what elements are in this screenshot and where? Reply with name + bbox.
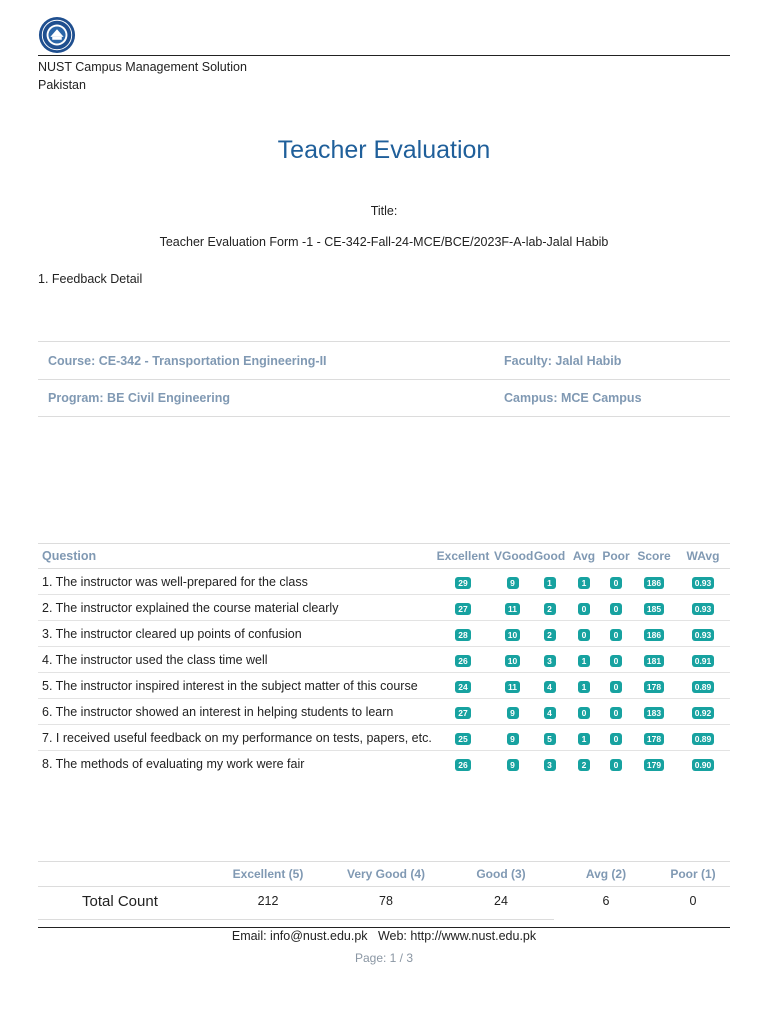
form-title-value: Teacher Evaluation Form -1 - CE-342-Fall-24-MCE/BCE/2023F-A-lab-Jalal Habib bbox=[159, 235, 609, 249]
totals-table-header bbox=[38, 861, 730, 887]
header-good-3: Good (3) bbox=[476, 867, 526, 881]
totals-divider bbox=[38, 919, 554, 920]
table-row bbox=[38, 887, 730, 915]
wavg-badge: 0.93 bbox=[692, 603, 715, 615]
header-divider bbox=[38, 55, 730, 56]
faculty-field: Faculty: Jalal Habib bbox=[504, 353, 622, 368]
table-row bbox=[38, 673, 730, 699]
excellent-count-badge: 27 bbox=[455, 603, 470, 615]
question-text: 5. The instructor inspired interest in the subject matter of this course bbox=[42, 679, 418, 693]
header-excellent: Excellent bbox=[436, 549, 490, 563]
wavg-badge: 0.93 bbox=[692, 629, 715, 641]
header-very-good-4: Very Good (4) bbox=[346, 867, 426, 881]
header-avg-2: Avg (2) bbox=[585, 867, 627, 881]
course-info-table bbox=[38, 341, 730, 417]
vgood-count-badge: 9 bbox=[507, 707, 519, 719]
table-row bbox=[38, 569, 730, 595]
poor-count-badge: 0 bbox=[610, 603, 622, 615]
nust-seal-icon bbox=[38, 16, 76, 54]
good-count-badge: 1 bbox=[544, 577, 556, 589]
question-text: 2. The instructor explained the course material clearly bbox=[42, 601, 339, 615]
header-good: Good bbox=[533, 549, 566, 563]
vgood-count-badge: 10 bbox=[505, 629, 520, 641]
total-excellent: 212 bbox=[257, 894, 279, 908]
vgood-count-badge: 11 bbox=[505, 681, 520, 693]
poor-count-badge: 0 bbox=[610, 629, 622, 641]
good-count-badge: 4 bbox=[544, 681, 556, 693]
totals-table bbox=[38, 861, 730, 915]
poor-count-badge: 0 bbox=[610, 707, 622, 719]
question-text: 3. The instructor cleared up points of confusion bbox=[42, 627, 302, 641]
excellent-count-badge: 26 bbox=[455, 759, 470, 771]
good-count-badge: 2 bbox=[544, 603, 556, 615]
organization-block bbox=[38, 58, 247, 94]
table-row bbox=[38, 699, 730, 725]
poor-count-badge: 0 bbox=[610, 655, 622, 667]
good-count-badge: 5 bbox=[544, 733, 556, 745]
header-poor-1: Poor (1) bbox=[670, 867, 716, 881]
question-text: 4. The instructor used the class time well bbox=[42, 653, 268, 667]
wavg-badge: 0.93 bbox=[692, 577, 715, 589]
evaluation-table-header bbox=[38, 543, 730, 569]
score-badge: 179 bbox=[644, 759, 664, 771]
table-row bbox=[38, 621, 730, 647]
poor-count-badge: 0 bbox=[610, 681, 622, 693]
question-text: 7. I received useful feedback on my performance on tests, papers, etc. bbox=[42, 731, 432, 745]
header-score: Score bbox=[637, 549, 671, 563]
total-very-good: 78 bbox=[379, 894, 393, 908]
page-title: Teacher Evaluation bbox=[277, 136, 491, 164]
excellent-count-badge: 27 bbox=[455, 707, 470, 719]
vgood-count-badge: 11 bbox=[505, 603, 520, 615]
vgood-count-badge: 10 bbox=[505, 655, 520, 667]
table-row bbox=[38, 725, 730, 751]
avg-count-badge: 1 bbox=[578, 681, 590, 693]
good-count-badge: 2 bbox=[544, 629, 556, 641]
score-badge: 185 bbox=[644, 603, 664, 615]
excellent-count-badge: 26 bbox=[455, 655, 470, 667]
header-wavg: WAvg bbox=[686, 549, 720, 563]
avg-count-badge: 1 bbox=[578, 577, 590, 589]
footer-contact: Email: info@nust.edu.pk Web: http://www.nust.edu.pk bbox=[231, 929, 537, 943]
header-question: Question bbox=[42, 549, 97, 563]
section-heading: 1. Feedback Detail bbox=[38, 272, 143, 286]
vgood-count-badge: 9 bbox=[507, 759, 519, 771]
poor-count-badge: 0 bbox=[610, 759, 622, 771]
excellent-count-badge: 28 bbox=[455, 629, 470, 641]
poor-count-badge: 0 bbox=[610, 733, 622, 745]
footer-divider bbox=[38, 927, 730, 928]
wavg-badge: 0.92 bbox=[692, 707, 715, 719]
score-badge: 178 bbox=[644, 733, 664, 745]
table-row bbox=[38, 647, 730, 673]
score-badge: 186 bbox=[644, 629, 664, 641]
avg-count-badge: 0 bbox=[578, 603, 590, 615]
total-poor: 0 bbox=[689, 894, 697, 908]
form-title-label: Title: bbox=[370, 204, 398, 218]
header-avg: Avg bbox=[572, 549, 596, 563]
evaluation-table bbox=[38, 543, 730, 777]
score-badge: 178 bbox=[644, 681, 664, 693]
info-row bbox=[38, 379, 730, 417]
wavg-badge: 0.89 bbox=[692, 681, 715, 693]
total-good: 24 bbox=[494, 894, 508, 908]
wavg-badge: 0.91 bbox=[692, 655, 715, 667]
header-excellent-5: Excellent (5) bbox=[232, 867, 304, 881]
avg-count-badge: 2 bbox=[578, 759, 590, 771]
excellent-count-badge: 25 bbox=[455, 733, 470, 745]
wavg-badge: 0.90 bbox=[692, 759, 715, 771]
vgood-count-badge: 9 bbox=[507, 733, 519, 745]
excellent-count-badge: 24 bbox=[455, 681, 470, 693]
question-text: 8. The methods of evaluating my work were fair bbox=[42, 757, 305, 771]
poor-count-badge: 0 bbox=[610, 577, 622, 589]
score-badge: 186 bbox=[644, 577, 664, 589]
org-name: NUST Campus Management Solution bbox=[38, 60, 247, 74]
header-vgood: VGood bbox=[494, 549, 534, 563]
org-country: Pakistan bbox=[38, 78, 86, 92]
question-text: 6. The instructor showed an interest in helping students to learn bbox=[42, 705, 394, 719]
score-badge: 183 bbox=[644, 707, 664, 719]
campus-field: Campus: MCE Campus bbox=[504, 391, 642, 405]
table-row bbox=[38, 751, 730, 777]
avg-count-badge: 0 bbox=[578, 629, 590, 641]
good-count-badge: 3 bbox=[544, 655, 556, 667]
info-row bbox=[38, 341, 730, 379]
vgood-count-badge: 9 bbox=[507, 577, 519, 589]
total-avg: 6 bbox=[602, 894, 610, 908]
course-field: Course: CE-342 - Transportation Engineering-II bbox=[48, 353, 327, 368]
avg-count-badge: 1 bbox=[578, 655, 590, 667]
score-badge: 181 bbox=[644, 655, 664, 667]
table-row bbox=[38, 595, 730, 621]
page-number: Page: 1 / 3 bbox=[354, 951, 414, 965]
program-field: Program: BE Civil Engineering bbox=[48, 391, 230, 405]
header-poor: Poor bbox=[602, 549, 630, 563]
total-count-label: Total Count bbox=[82, 892, 158, 910]
wavg-badge: 0.89 bbox=[692, 733, 715, 745]
excellent-count-badge: 29 bbox=[455, 577, 470, 589]
good-count-badge: 3 bbox=[544, 759, 556, 771]
question-text: 1. The instructor was well-prepared for the class bbox=[42, 575, 308, 589]
good-count-badge: 4 bbox=[544, 707, 556, 719]
avg-count-badge: 0 bbox=[578, 707, 590, 719]
avg-count-badge: 1 bbox=[578, 733, 590, 745]
